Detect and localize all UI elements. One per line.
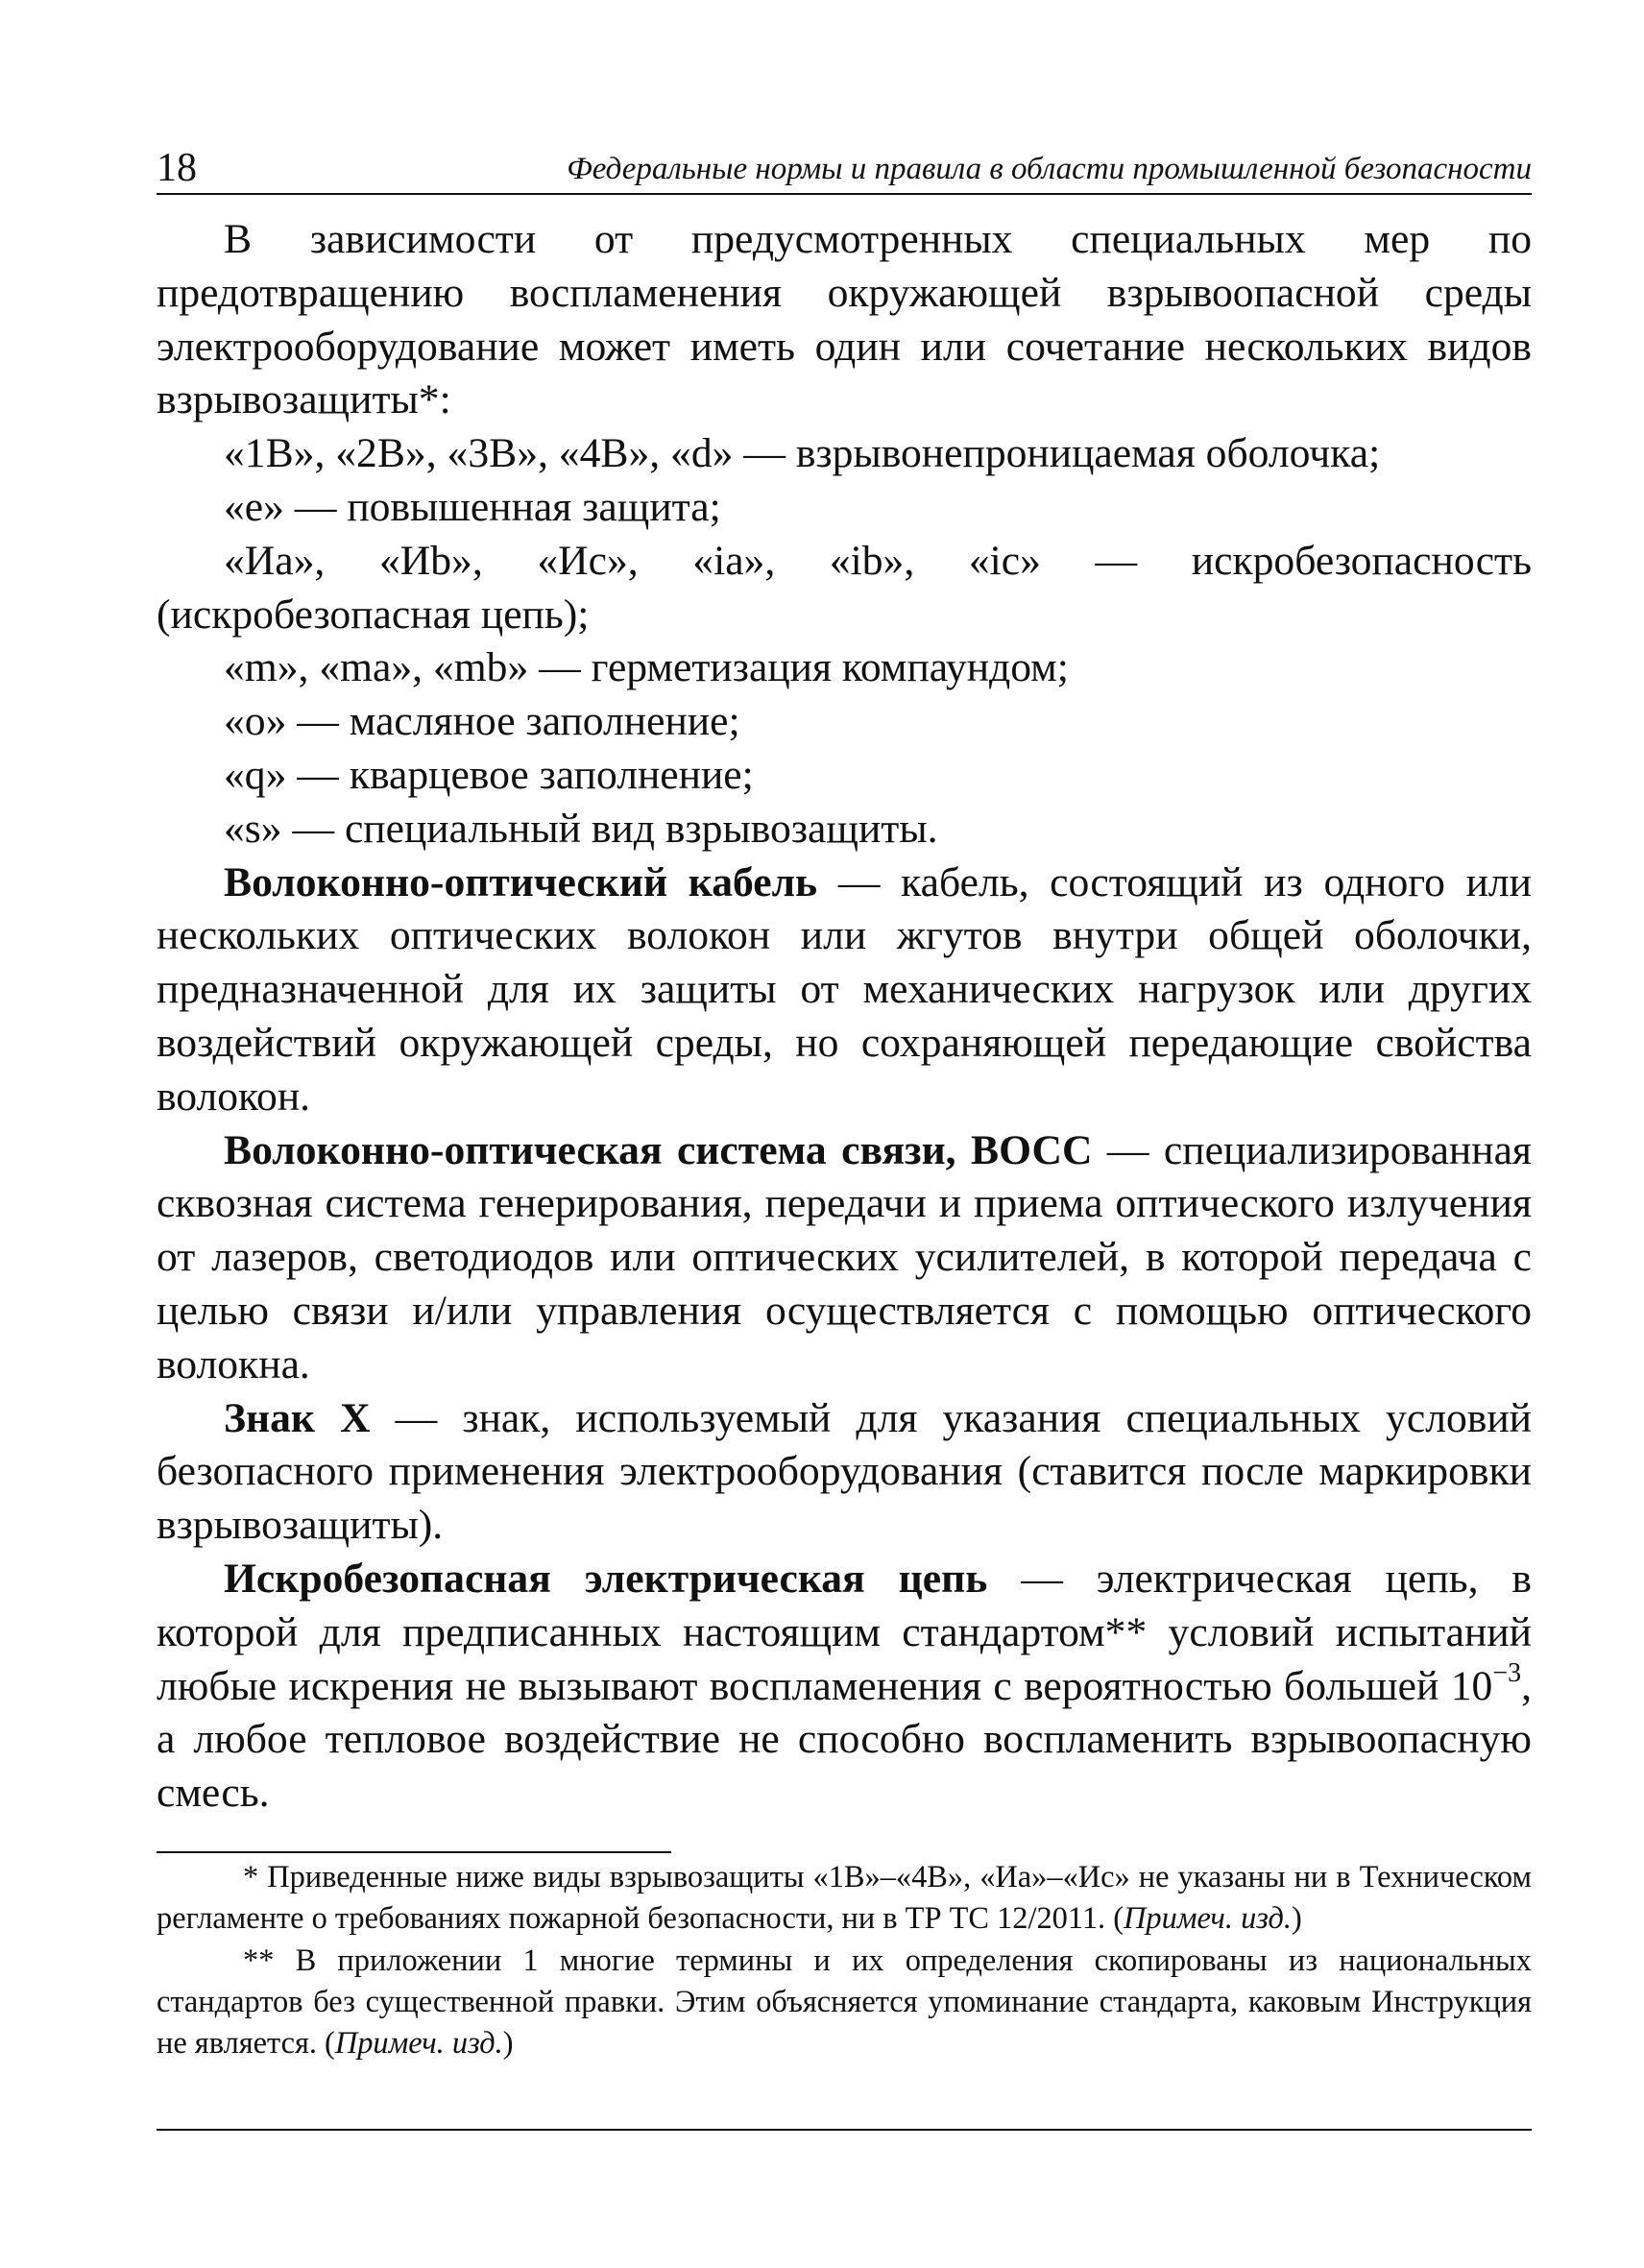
definition-paragraph — [157, 1553, 1532, 1821]
definition-paragraph — [157, 1124, 1532, 1392]
definition-paragraph — [157, 857, 1532, 1124]
definition-text: — кабель, состоящий из одного или нескольких оптических волокон или жгутов внутри общей оболочки, предназначенной для их защиты от механических нагрузок или других воздействий окружающей среды, но сохраняющей передающие свойства волокон. — [157, 858, 1533, 1120]
footnote-close: ) — [502, 2026, 514, 2062]
definition-paragraph — [157, 1392, 1532, 1553]
editor-note: Примеч. изд. — [1124, 1901, 1292, 1937]
protection-type-item: «1В», «2В», «3В», «4В», «d» — взрывонепроницаемая оболочка; — [224, 430, 1381, 477]
protection-type-item: «е» — повышенная защита; — [224, 483, 721, 530]
definition-term: Волоконно-оптический кабель — [224, 858, 818, 905]
footnote-close: ) — [1291, 1901, 1302, 1937]
footnote-2 — [157, 1941, 1532, 2065]
definition-text: — знак, используемый для указания специальных условий безопасного применения электрооборудования (ставится после маркировки взрывозащиты). — [157, 1394, 1532, 1549]
power-exponent: −3 — [1492, 1657, 1522, 1688]
main-text — [157, 213, 1532, 1821]
footnote-1 — [157, 1857, 1532, 1941]
running-title: Федеральные нормы и правила в области промышленной безопасности — [567, 152, 1532, 186]
definition-term: Знак X — [224, 1394, 371, 1441]
bottom-rule — [157, 2129, 1532, 2131]
definition-term: Волоконно-оптическая система связи, ВОСС — [224, 1126, 1093, 1173]
footnote-text: * Приведенные ниже виды взрывозащиты «1В»–«4В», «Иа»–«Ис» не указаны ни в Техническом регламенте о требованиях пожарной безопасности, ни в ТР ТС 12/2011. ( — [157, 1860, 1532, 1937]
editor-note: Примеч. изд. — [334, 2026, 503, 2062]
protection-type-item: «m», «ma», «mb» — герметизация компаундом; — [224, 644, 1069, 691]
definition-text-before-power: — электрическая цепь, в которой для предписанных настоящим стандартом** условий испытаний любые искрения не вызывают воспламенения с вероятностью большей 10 — [157, 1555, 1532, 1709]
definition-text-after-power: , а любое тепловое воздействие не способно воспламенить взрывоопасную смесь. — [157, 1662, 1532, 1817]
footnotes — [157, 1857, 1532, 2064]
protection-type-item: «о» — масляное заполнение; — [224, 698, 740, 745]
definition-text: — специализированная сквозная система генерирования, передачи и приема оптического излучения от лазеров, светодиодов или оптических усилителей, в которой передача с целью связи и/или управления осуществляется с помощью оптического волокна. — [157, 1126, 1532, 1387]
protection-type-item: «Иа», «Иb», «Ис», «ia», «ib», «ic» — искробезопасность (искробезопасная цепь); — [157, 537, 1532, 638]
page-header — [157, 144, 1532, 198]
page-number: 18 — [157, 146, 197, 190]
intro-paragraph: В зависимости от предусмотренных специальных мер по предотвращению воспламенения окружающей взрывоопасной среды электрооборудование может иметь один или сочетание нескольких видов взрывозащиты*: — [157, 216, 1532, 423]
footnote-text: ** В приложении 1 многие термины и их определения скопированы из национальных стандартов без существенной правки. Этим объясняется упоминание стандарта, каковым Инструкция не является. ( — [157, 1942, 1532, 2062]
definition-term: Искробезопасная электрическая цепь — [224, 1555, 988, 1602]
footnote-separator — [157, 1851, 671, 1853]
protection-type-item: «q» — кварцевое заполнение; — [224, 751, 754, 798]
header-rule — [157, 193, 1532, 195]
protection-type-item: «s» — специальный вид взрывозащиты. — [224, 805, 938, 852]
